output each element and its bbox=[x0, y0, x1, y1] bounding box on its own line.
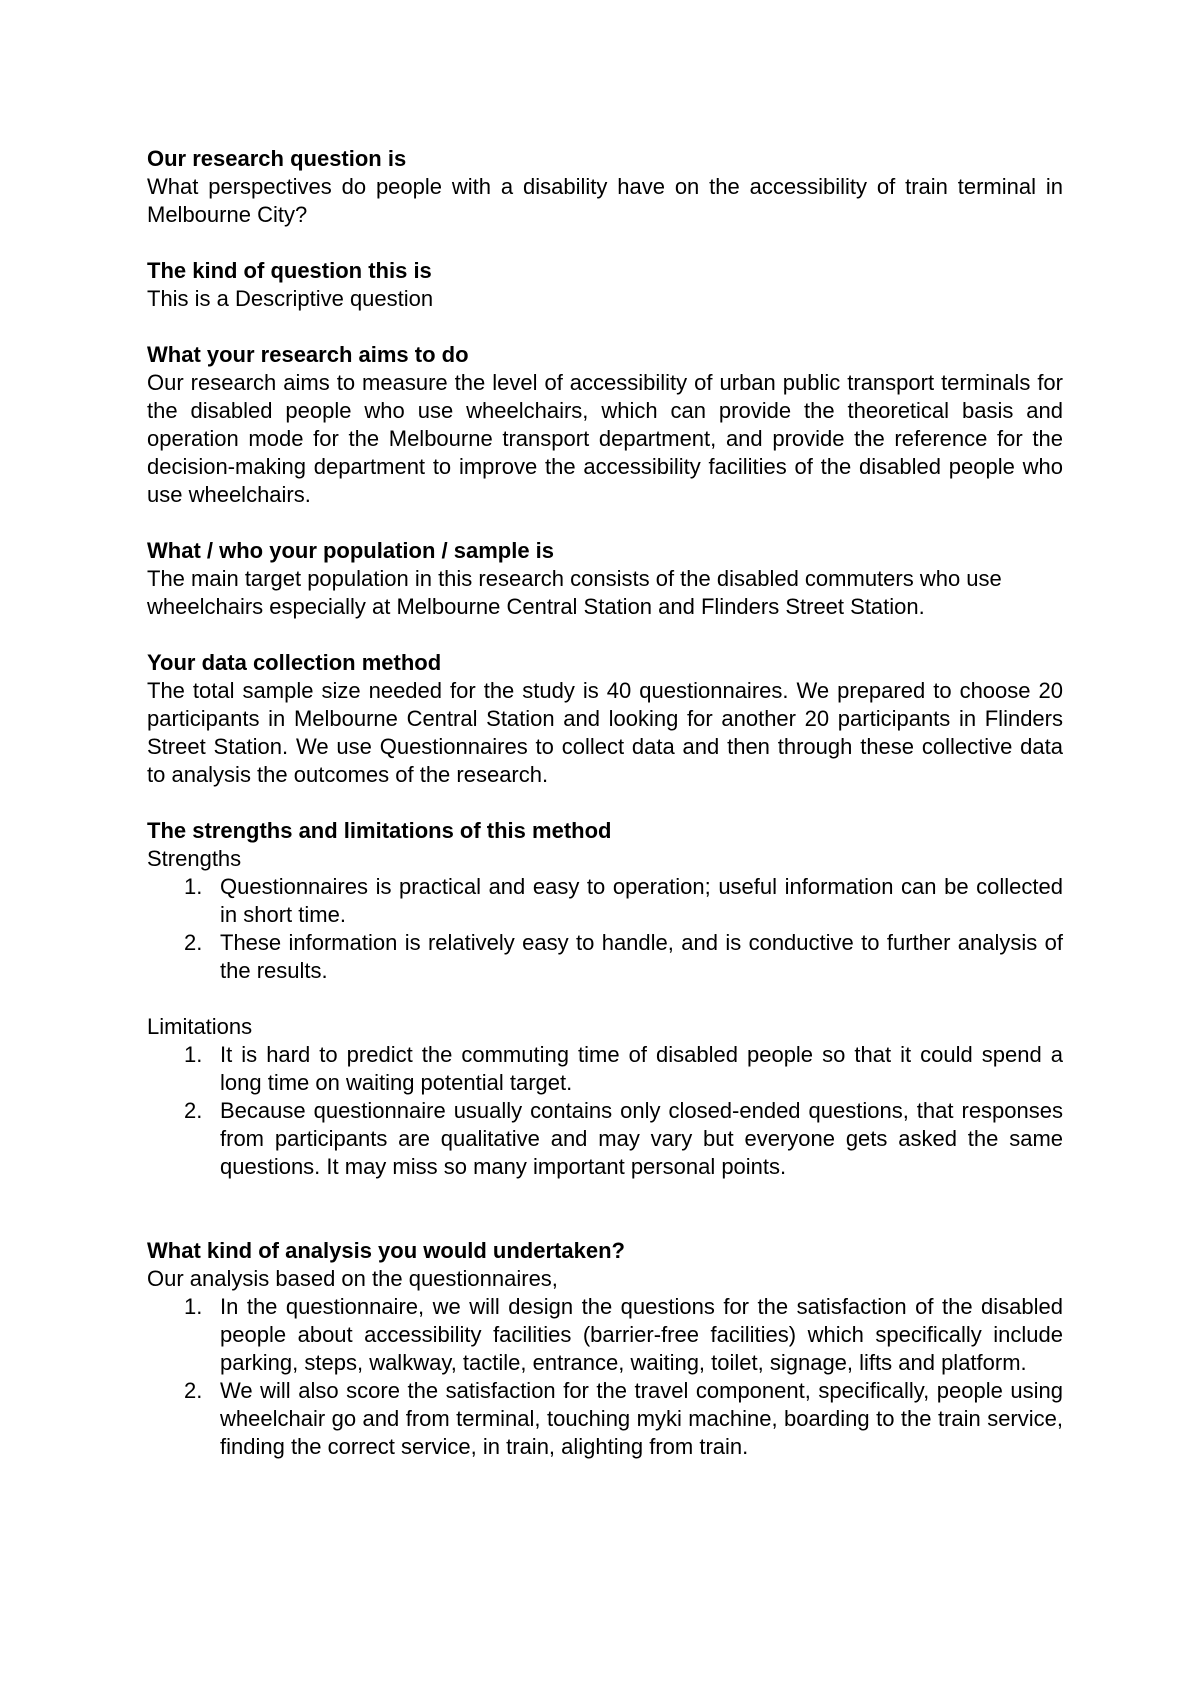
section-data-collection bbox=[147, 649, 1063, 789]
document-content bbox=[147, 145, 1063, 1489]
limitations-label: Limitations bbox=[147, 1014, 253, 1039]
list-number: 2. bbox=[184, 1378, 203, 1403]
list-number: 1. bbox=[184, 1294, 203, 1319]
section-heading: Our research question is bbox=[147, 146, 407, 171]
section-body: The total sample size needed for the study is 40 questionnaires. We prepared to choose 20 participants in Melbourne Central Station and looking for another 20 participants in Flinders Street Station. We use Questionnaires to collect data and then through these collective data to analysis the outcomes of the research. bbox=[147, 678, 1063, 787]
list-item bbox=[147, 1293, 1063, 1377]
section-body: What perspectives do people with a disability have on the accessibility of train terminal in Melbourne City? bbox=[147, 174, 1063, 227]
section-body: The main target population in this research consists of the disabled commuters who use wheelchairs especially at Melbourne Central Station and Flinders Street Station. bbox=[147, 566, 1002, 619]
section-heading: The strengths and limitations of this method bbox=[147, 818, 612, 843]
section-research-aims bbox=[147, 341, 1063, 509]
list-item bbox=[147, 929, 1063, 985]
list-number: 2. bbox=[184, 1098, 203, 1123]
limitations-list bbox=[147, 1041, 1063, 1181]
section-heading: What / who your population / sample is bbox=[147, 538, 555, 563]
section-question-kind bbox=[147, 257, 1063, 313]
analysis-list bbox=[147, 1293, 1063, 1461]
section-strengths-limitations bbox=[147, 817, 1063, 1181]
list-number: 1. bbox=[184, 874, 203, 899]
list-text: It is hard to predict the commuting time of disabled people so that it could spend a long time on waiting potential target. bbox=[220, 1042, 1063, 1095]
section-heading: What your research aims to do bbox=[147, 342, 469, 367]
section-body: This is a Descriptive question bbox=[147, 286, 434, 311]
section-research-question bbox=[147, 145, 1063, 229]
section-analysis bbox=[147, 1237, 1063, 1461]
list-text: Because questionnaire usually contains only closed-ended questions, that responses from participants are qualitative and may vary but everyone gets asked the same questions. It may miss so many important personal points. bbox=[220, 1098, 1063, 1179]
section-body: Our research aims to measure the level of accessibility of urban public transport terminals for the disabled people who use wheelchairs, which can provide the theoretical basis and operation mode for the Melbourne transport department, and provide the reference for the decision-making department to improve the accessibility facilities of the disabled people who use wheelchairs. bbox=[147, 370, 1063, 507]
list-text: In the questionnaire, we will design the questions for the satisfaction of the disabled people about accessibility facilities (barrier-free facilities) which specifically include parking, steps, walkway, tactile, entrance, waiting, toilet, signage, lifts and platform. bbox=[220, 1294, 1063, 1375]
section-heading: The kind of question this is bbox=[147, 258, 432, 283]
list-text: We will also score the satisfaction for the travel component, specifically, people using wheelchair go and from terminal, touching myki machine, boarding to the train service, finding the correct service, in train, alighting from train. bbox=[220, 1378, 1063, 1459]
section-heading: Your data collection method bbox=[147, 650, 442, 675]
list-item bbox=[147, 1041, 1063, 1097]
list-item bbox=[147, 1377, 1063, 1461]
list-item bbox=[147, 873, 1063, 929]
list-item bbox=[147, 1097, 1063, 1181]
strengths-list bbox=[147, 873, 1063, 985]
analysis-intro: Our analysis based on the questionnaires, bbox=[147, 1266, 558, 1291]
list-text: These information is relatively easy to handle, and is conductive to further analysis of the results. bbox=[220, 930, 1063, 983]
section-population bbox=[147, 537, 1063, 621]
list-number: 2. bbox=[184, 930, 203, 955]
list-text: Questionnaires is practical and easy to operation; useful information can be collected in short time. bbox=[220, 874, 1063, 927]
strengths-label: Strengths bbox=[147, 846, 242, 871]
list-number: 1. bbox=[184, 1042, 203, 1067]
section-heading: What kind of analysis you would undertaken? bbox=[147, 1238, 625, 1263]
